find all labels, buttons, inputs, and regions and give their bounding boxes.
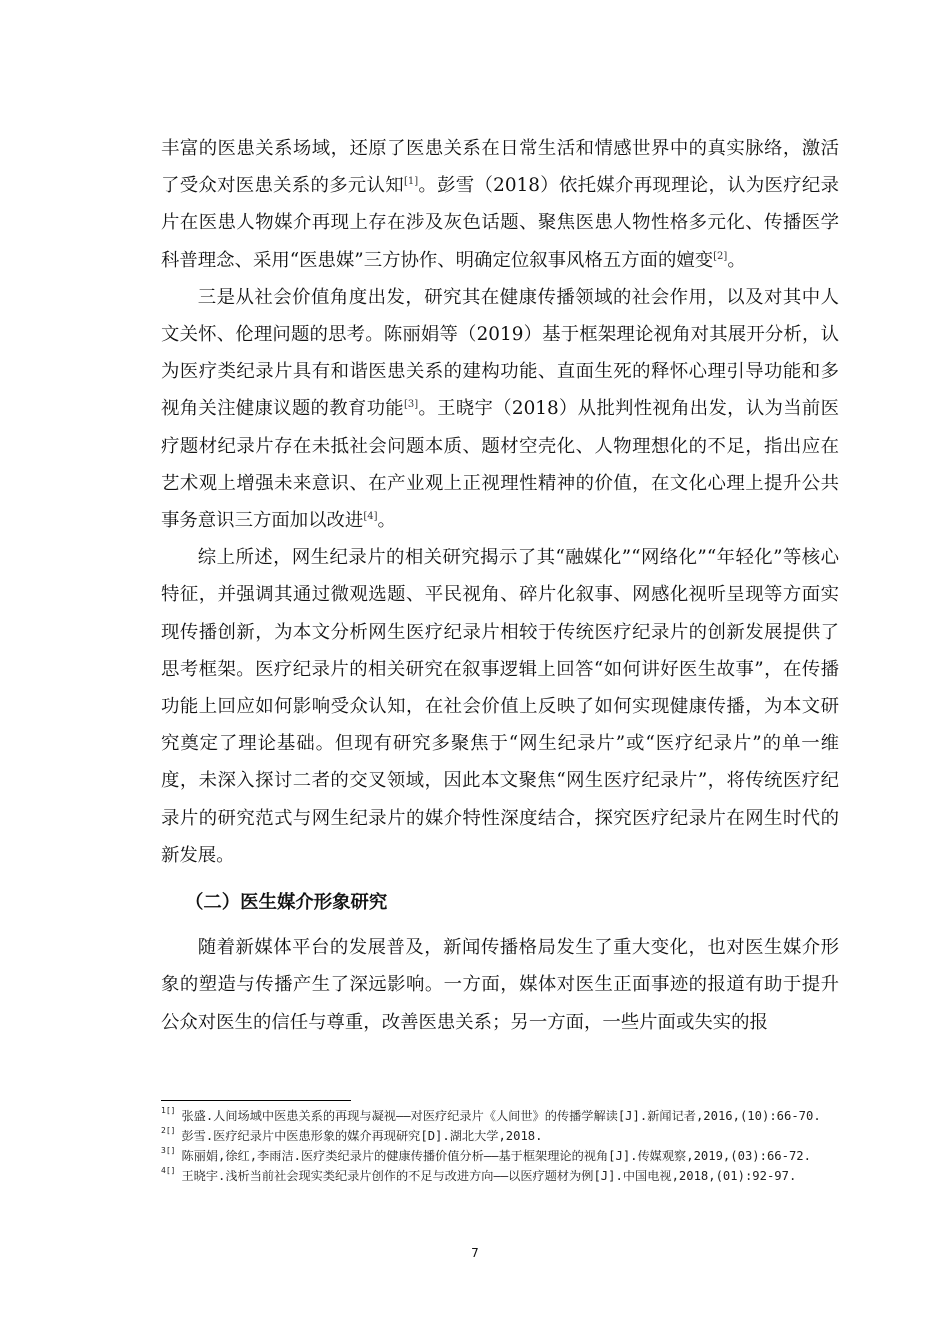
footnote-text: 张盛.人间场域中医患关系的再现与凝视——对医疗纪录片《人间世》的传播学解读[J].新闻记者,2016,(10):66-70. (181, 1109, 821, 1123)
footnote (161, 1167, 839, 1185)
footnote-mark: 2[] (161, 1126, 176, 1135)
paragraph-text: 随着新媒体平台的发展普及，新闻传播格局发生了重大变化，也对医生媒介形象的塑造与传播产生了深远影响。一方面，媒体对医生正面事迹的报道有助于提升公众对医生的信任与尊重，改善医患关系；另一方面，一些片面或失实的报 (161, 937, 839, 1033)
paragraph-text: 。 (727, 249, 746, 271)
body-text (161, 130, 839, 1041)
citation-marker[interactable]: [2] (713, 250, 728, 262)
citation-marker[interactable]: [4] (363, 510, 378, 522)
footnote-text: 彭雪.医疗纪录片中医患形象的媒介再现研究[D].湖北大学,2018. (181, 1129, 543, 1143)
section-heading: （二）医生媒介形象研究 (185, 892, 388, 914)
paragraph-text: 三是从社会价值角度出发，研究其在健康传播领域的社会作用，以及对其中人文关怀、伦理问题的思考。陈丽娟等（2019）基于框架理论视角对其展开分析，认为医疗类纪录片具有和谐医患关系的建构功能、直面生死的释怀心理引导功能和多视角关注健康议题的教育功能 (161, 286, 839, 420)
paragraph-text: 。 (377, 510, 396, 532)
paragraph-text: 丰富的医患关系场域，还原了医患关系在日常生活和情感世界中的真实脉络，激活了受众对医患关系的多元认知 (161, 138, 839, 197)
footnote-mark: 3[] (161, 1146, 176, 1155)
footnote-text: 王晓宇.浅析当前社会现实类纪录片创作的不足与改进方向——以医疗题材为例[J].中国电视,2018,(01):92-97. (181, 1169, 797, 1183)
footnote-mark: 1[] (161, 1106, 176, 1115)
footnotes (161, 1107, 839, 1187)
paragraph (161, 130, 839, 279)
citation-marker[interactable]: [1] (403, 176, 419, 188)
section-paragraphs (161, 929, 839, 1041)
footnote-mark: 4[] (161, 1166, 176, 1175)
paragraph (161, 929, 839, 1041)
footnote (161, 1127, 839, 1145)
paragraph (161, 539, 839, 874)
footnote (161, 1107, 839, 1125)
paragraph-text: 综上所述，网生纪录片的相关研究揭示了其“融媒化”“网络化”“年轻化”等核心特征，并强调其通过微观选题、平民视角、碎片化叙事、网感化视听呈现等方面实现传播创新，为本文分析网生医疗纪录片相较于传统医疗纪录片的创新发展提供了思考框架。医疗纪录片的相关研究在叙事逻辑上回答“如何讲好医生故事”，在传播功能上回应如何影响受众认知，在社会价值上反映了如何实现健康传播，为本文研究奠定了理论基础。但现有研究多聚焦于“网生纪录片”或“医疗纪录片”的单一维度，未深入探讨二者的交叉领域，因此本文聚焦“网生医疗纪录片”，将传统医疗纪录片的研究范式与网生纪录片的媒介特性深度结合，探究医疗纪录片在网生时代的新发展。 (161, 547, 839, 866)
footnote-text: 陈丽娟,徐红,李雨洁.医疗类纪录片的健康传播价值分析——基于框架理论的视角[J].传媒观察,2019,(03):66-72. (181, 1149, 811, 1163)
footnote (161, 1147, 839, 1165)
main-paragraphs (161, 130, 839, 874)
page-number: 7 (471, 1246, 479, 1260)
paragraph (161, 279, 839, 539)
citation-marker[interactable]: [3] (403, 399, 419, 411)
footnote-divider (161, 1100, 351, 1101)
paragraph-text: 。彭雪（2018）依托媒介再现理论，认为医疗纪录片在医患人物媒介再现上存在涉及灰色话题、聚焦医患人物性格多元化、传播医学科普理念、采用“医患媒”三方协作、明确定位叙事风格五方面的嬗变 (161, 175, 839, 271)
paragraph-text: 。王晓宇（2018）从批判性视角出发，认为当前医疗题材纪录片存在未抵社会问题本质、题材空壳化、人物理想化的不足，指出应在艺术观上增强未来意识、在产业观上正视理性精神的价值，在文化心理上提升公共事务意识三方面加以改进 (161, 398, 839, 532)
